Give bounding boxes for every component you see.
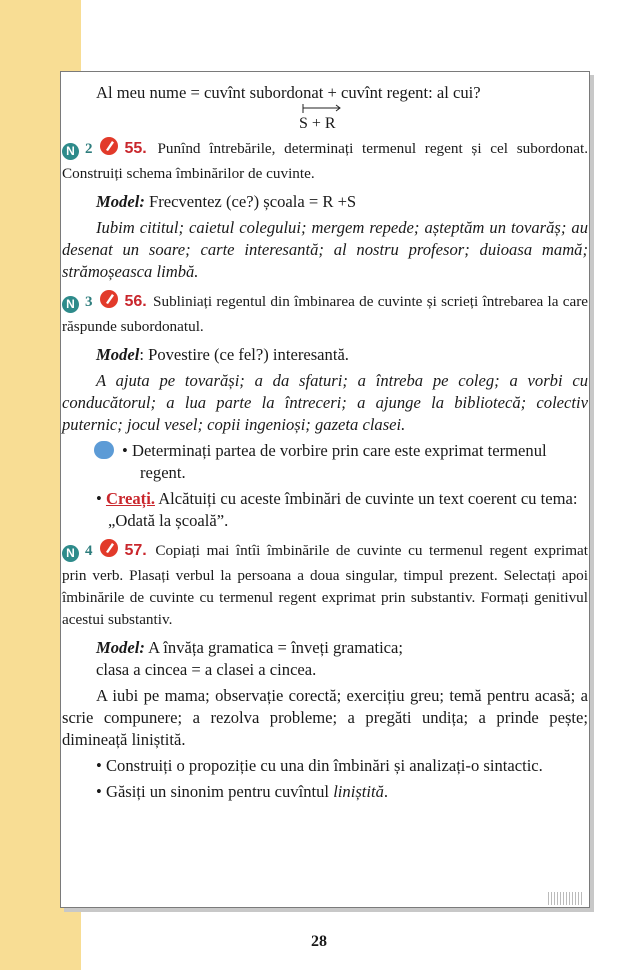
ex56-bullet2-text: Alcătuiți cu aceste îmbinări de cuvinte un text coerent cu tema: „Odată la școală”. [108,489,578,530]
n-badge-icon: N [62,296,79,313]
ex55-instruction-block [62,136,588,185]
ex55-number: 55. [124,140,147,157]
ex56-bullet2-row [62,488,588,532]
ex56-bullet1: • Determinați partea de vorbire prin care este exprimat termenul regent. [122,441,547,482]
ex56-model-text: : Povestire (ce fel?) interesantă. [139,345,349,364]
team-work-icon [94,441,114,459]
ex55-model [62,191,588,213]
ex57-model-label: Model: [96,638,145,657]
ex57-bullet2-row [62,781,588,803]
ex56-model-label: Model [96,345,140,364]
ex57-level: 4 [85,543,93,559]
ex56-model [62,344,588,366]
scheme-label: S + R [299,115,336,132]
ex56-bullet2-label: Creați. [105,489,155,508]
ex57-model-line2: clasa a cincea = a clasei a cincea. [96,660,317,679]
ex55-model-text: Frecventez (ce?) școala = R +S [149,192,357,211]
ex55-instruction: Punînd întrebările, determinați termenul regent și cel subordonat. Construiți schema îmbinărilor de cuvinte. [62,140,589,182]
ex56-instruction-block [62,289,588,338]
ex56-bullet1-row [62,440,588,484]
exercise-content [62,76,588,803]
ex55-model-label: Model: [96,192,145,211]
ex57-examples: A iubi pe mama; observație corectă; exercițiu greu; temă pentru acasă; a scrie compunere; a rezolva probleme; a pregăti undița; a prinde pește; dimineață liniștită. [62,686,588,749]
ex56-examples: A ajuta pe tovarăși; a da sfaturi; a întreba pe coleg; a vorbi cu conducătorul; a lua parte la întreceri; a ajunge la bibliotecă; colectiv puternic; jocul vesel; copii ingenioși; gazeta clasei. [62,371,588,434]
ex56-number: 56. [124,293,147,310]
n-badge-icon: N [62,545,79,562]
pencil-icon [99,289,119,316]
ex56-bullet2-prefix: • [96,489,106,508]
ex57-bullet2-word: liniștită [333,782,384,801]
ex56-instruction: Subliniați regentul din îmbinarea de cuvinte și scrieți întrebarea la care răspunde subordonatul. [62,293,588,335]
ex57-bullet2-end: . [383,782,389,801]
ex56-level: 3 [85,294,93,310]
ex57-model-line1: A învăța gramatica = înveți gramatica; [144,638,404,657]
ex57-bullet1: • Construiți o propoziție cu una din îmbinări și analizați-o sintactic. [96,756,543,775]
ex57-model [62,637,588,659]
pencil-icon [99,538,119,565]
ex57-number: 57. [124,542,147,559]
ex57-instruction-block [62,538,588,631]
ex55-examples: Iubim cititul; caietul colegului; mergem repede; așteptăm un tovarăș; au desenat un soare; carte interesantă; al nostru profesor; duioasa mamă; strămoșeasca limbă. [62,218,588,281]
ex57-instruction: Copiați mai întîi îmbinările de cuvinte cu termenul regent exprimat prin verb. Plasați verbul la persoana a doua singular, timpul prezent. Selectați apoi îmbinările de cuvinte cu termenul regent exprimat prin substantiv. Formați genitivul acestui substantiv. [62,542,588,628]
ex57-bullet2-text: • Găsiți un sinonim pentru cuvîntul [96,782,334,801]
scheme-diagram [62,104,588,134]
n-badge-icon: N [62,143,79,160]
intro-line: Al meu nume = cuvînt subordonat + cuvînt regent: al cui? [96,83,481,102]
ex55-level: 2 [85,141,93,157]
pencil-icon [99,136,119,163]
frame-stripes [548,892,584,905]
page-number: 28 [311,933,327,950]
